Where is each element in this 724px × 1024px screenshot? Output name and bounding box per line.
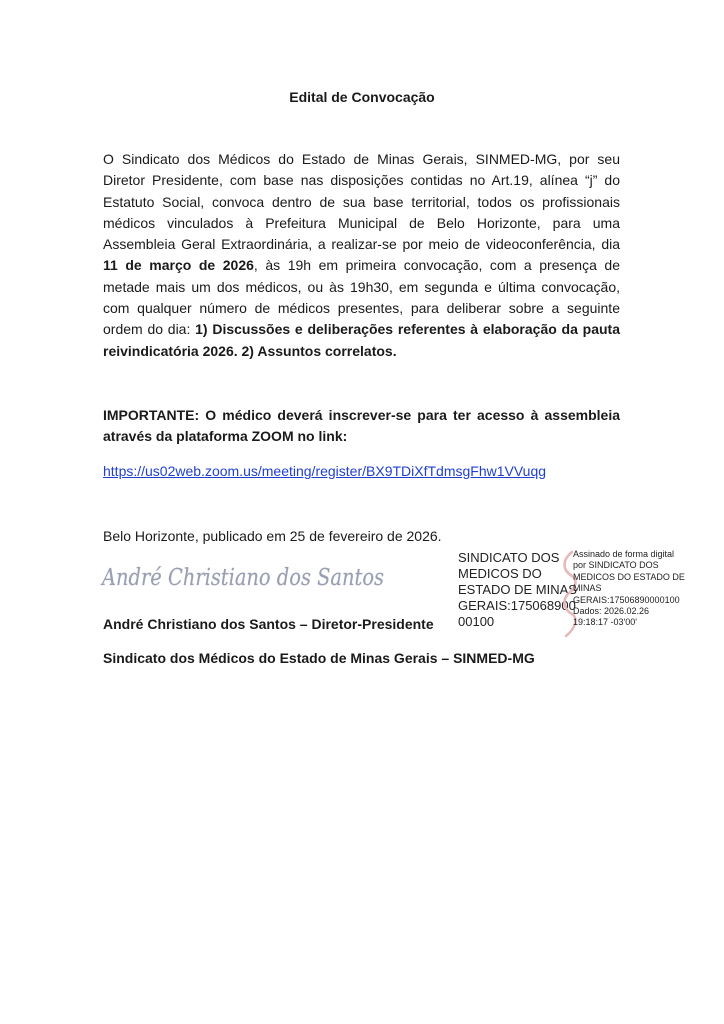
handwritten-signature-text: André Christiano dos Santos — [100, 565, 385, 591]
handwritten-signature — [100, 558, 400, 598]
paragraph-text-2: , às 19h em primeira convocação, com a presença de metade mais um dos médicos, ou às 19h30, em segunda e última convocação, com qualquer número de médicos presentes, para deliberar sobre a seguinte ordem do dia: — [103, 257, 620, 338]
signature-name-line: 00100 — [458, 614, 495, 629]
signature-name-line: GERAIS:175068900 — [458, 598, 576, 613]
page-title: Edital de Convocação — [289, 89, 435, 105]
signature-detail-line: por SINDICATO DOS — [573, 560, 659, 571]
signature-detail-line: MINAS — [573, 583, 602, 594]
signature-detail-line: Assinado de forma digital — [573, 549, 675, 559]
agenda-items: 1) Discussões e deliberações referentes à elaboração da pauta reivindicatória 2026. 2) Assuntos correlatos. — [103, 321, 620, 359]
place-date: Belo Horizonte, publicado em 25 de fevereiro de 2026. — [103, 528, 442, 544]
signature-name-line: MEDICOS DO — [458, 566, 542, 581]
zoom-register-link[interactable]: https://us02web.zoom.us/meeting/register/BX9TDiXfTdmsgFhw1VVuqg — [103, 463, 547, 479]
important-notice: IMPORTANTE: O médico deverá inscrever-se para ter acesso à assembleia através da plataforma ZOOM no link: — [103, 407, 620, 445]
organization-name: Sindicato dos Médicos do Estado de Minas Gerais – SINMED-MG — [103, 650, 535, 666]
signature-detail-line: Dados: 2026.02.26 — [573, 606, 650, 617]
signature-detail-line: 19:18:17 -03'00' — [573, 617, 637, 628]
signer-name: André Christiano dos Santos – Diretor-Presidente — [103, 616, 434, 632]
signature-detail-line: GERAIS:17506890000100 — [573, 594, 680, 605]
signature-detail-line: MEDICOS DO ESTADO DE — [573, 571, 685, 582]
signature-name-line: ESTADO DE MINAS — [458, 582, 577, 597]
convocation-paragraph — [103, 149, 620, 362]
signature-name-line: SINDICATO DOS — [458, 550, 560, 565]
meeting-date: 11 de março de 2026 — [103, 257, 254, 274]
paragraph-text-1: O Sindicato dos Médicos do Estado de Minas Gerais, SINMED-MG, por seu Diretor Presidente, com base nas disposições contidas no Art.19, alínea “j” do Estatuto Social, convoca dentro de sua base territorial, todos os profissionais médicos vinculados à Prefeitura Municipal de Belo Horizonte, para uma Assembleia Geral Extraordinária, a realizar-se por meio de videoconferência, dia — [103, 151, 620, 253]
digital-signature-details — [573, 549, 693, 629]
